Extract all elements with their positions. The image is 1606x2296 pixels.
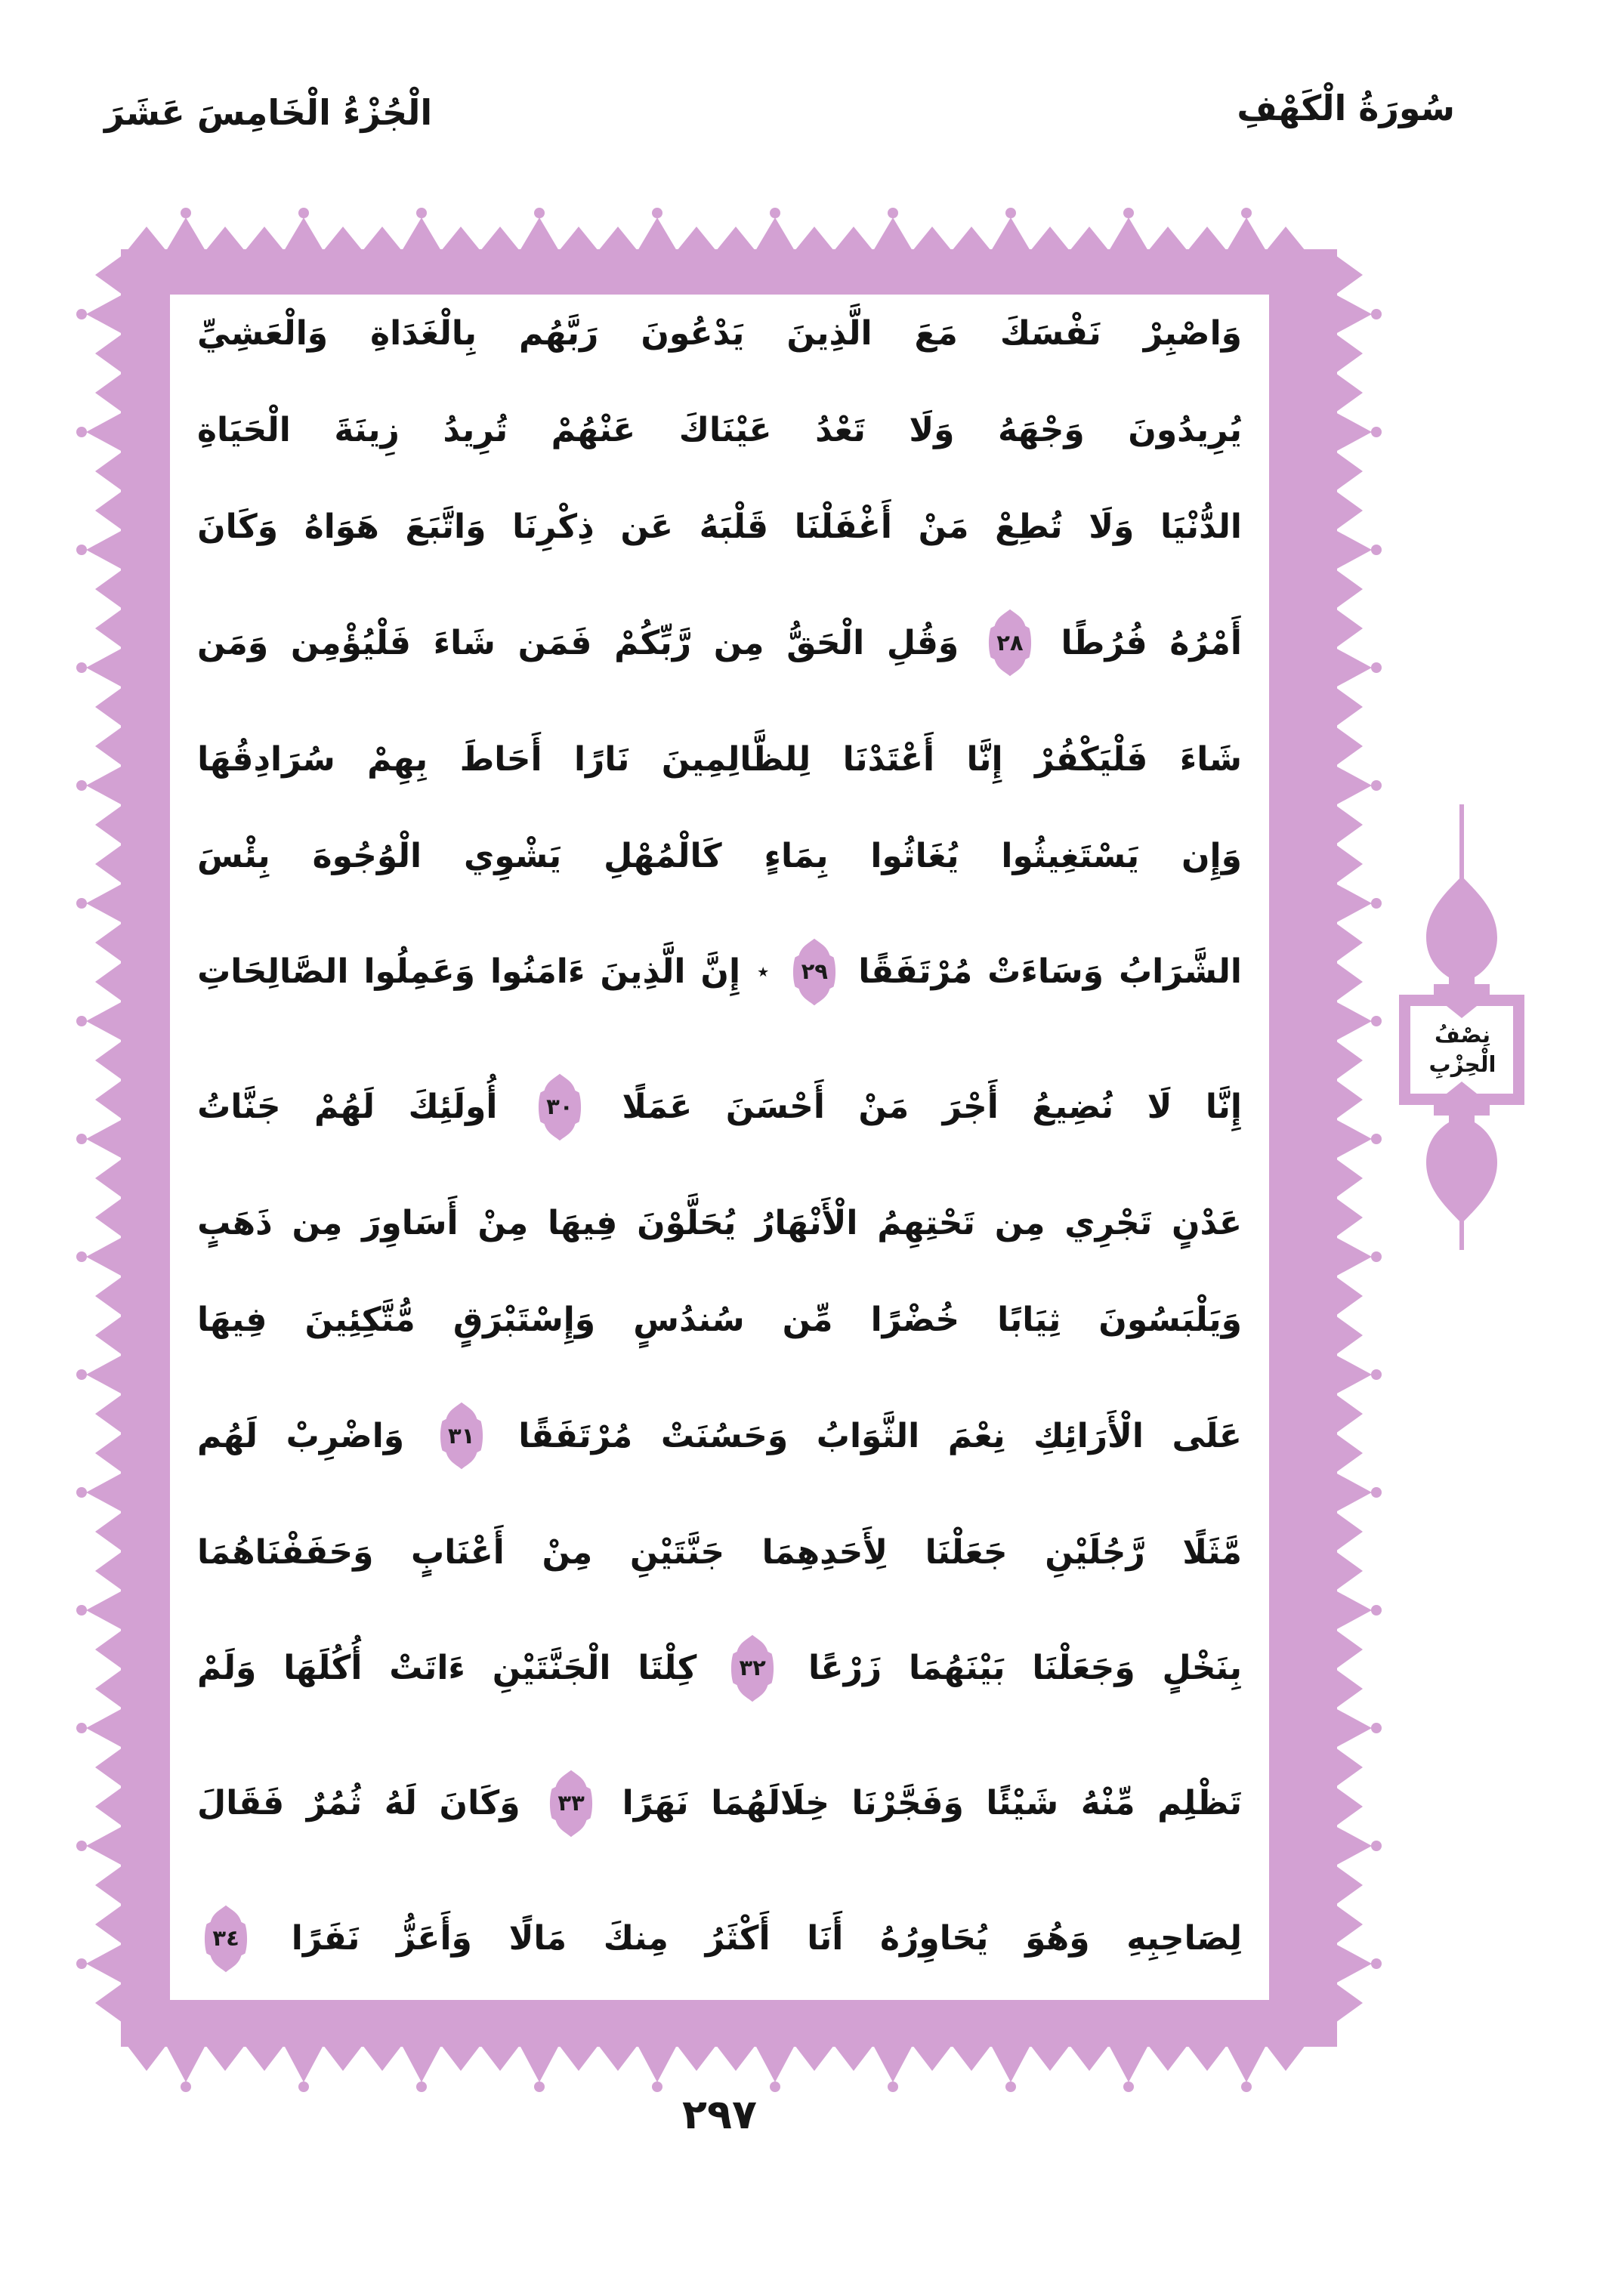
aya-number: ٢٨: [996, 629, 1024, 656]
aya-marker: [200, 1900, 252, 1977]
aya-number: ٣٢: [739, 1655, 766, 1681]
word: وَاضْرِبْ: [286, 1416, 405, 1455]
word: نَفْسَكَ: [999, 314, 1101, 353]
word: فَمَن: [517, 623, 592, 662]
word: فُرُطًا: [1061, 623, 1147, 662]
word: بِمَاءٍ: [764, 836, 829, 875]
word: زِينَةَ: [334, 411, 400, 450]
word: الْجَنَّتَيْنِ: [492, 1649, 611, 1688]
word: سُندُسٍ: [633, 1301, 745, 1340]
quran-line: [197, 1533, 1242, 1572]
word: وَقُلِ: [886, 623, 959, 662]
quran-line: [197, 314, 1242, 353]
word: يُرِيدُونَ: [1128, 411, 1242, 450]
word: يُغَاثُوا: [870, 836, 959, 875]
word: رَبَّهُم: [518, 314, 599, 353]
page-number: ٢٩٧: [682, 2091, 757, 2138]
word: أَغْفَلْنَا: [794, 508, 892, 547]
surah-header: سُورَةُ الْكَهْفِ: [1237, 88, 1455, 128]
juz-header: الْجُزْءُ الْخَامِسَ عَشَرَ: [104, 92, 433, 133]
word: وَجْهَهُ: [997, 411, 1085, 450]
quran-line: [197, 1630, 1242, 1707]
word: ثِيَابًا: [997, 1301, 1061, 1340]
word: نَهَرًا: [622, 1784, 689, 1823]
quran-text-area: [170, 295, 1269, 2000]
word: مِنكَ: [603, 1919, 669, 1958]
word: لِلظَّالِمِينَ: [661, 739, 811, 779]
quran-line: [197, 411, 1242, 449]
word: أُولَئِكَ: [408, 1088, 498, 1127]
word: فَقَالَ: [197, 1784, 285, 1823]
word: شَيْئًا: [986, 1784, 1059, 1823]
word: عَمَلًا: [622, 1088, 693, 1127]
word: لِصَاحِبِهِ: [1126, 1919, 1242, 1958]
word: وَلَا: [909, 411, 955, 450]
aya-number: ٣١: [448, 1422, 475, 1449]
word: مِنْ: [542, 1532, 593, 1572]
word: فَلْيُؤْمِن: [290, 623, 411, 662]
word: تَجْرِي: [1064, 1204, 1153, 1243]
word: بِنَخْلٍ: [1162, 1649, 1242, 1688]
word: عَنْهُمْ: [551, 411, 636, 450]
quran-line: [197, 508, 1242, 546]
word: مِن: [713, 623, 764, 662]
word: أَعْنَابٍ: [411, 1532, 505, 1572]
word: وَاصْبِرْ: [1143, 314, 1242, 353]
aya-marker: [789, 934, 840, 1011]
quran-line: [197, 604, 1242, 681]
word: مِنْ: [477, 1204, 529, 1243]
word: لَهُمْ: [314, 1088, 375, 1127]
word: وَسَاءَتْ: [987, 952, 1104, 992]
word: قَلْبَهُ: [699, 508, 769, 547]
word: جَعَلْنَا: [925, 1532, 1008, 1572]
quran-line: [197, 934, 1242, 1011]
word: أَنَا: [807, 1919, 844, 1958]
word: لَا: [1147, 1088, 1172, 1127]
word: ذَهَبٍ: [197, 1204, 273, 1243]
word: ءَامَنُوا: [490, 952, 585, 992]
word: يَشْوِي: [463, 836, 562, 875]
word: ذِكْرِنَا: [512, 508, 595, 547]
aya-number: ٣٣: [557, 1790, 585, 1816]
word: الْأَنْهَارُ: [755, 1204, 858, 1243]
word: وَمَن: [197, 623, 269, 662]
word: وَاتَّبَعَ: [405, 508, 486, 547]
word: لِأَحَدِهِمَا: [761, 1532, 888, 1572]
word: عَن: [620, 508, 674, 547]
word: وَفَجَّرْنَا: [851, 1784, 964, 1823]
word: شَاءَ: [433, 623, 496, 662]
aya-number: ٣٠: [546, 1094, 573, 1120]
word: خُضْرًا: [870, 1301, 960, 1340]
word: وَعَمِلُوا: [363, 952, 475, 992]
aya-marker: [727, 1630, 778, 1707]
word: الَّذِينَ: [600, 952, 686, 992]
word: وَحَفَفْنَاهُمَا: [197, 1532, 374, 1572]
word: لَهُم: [197, 1416, 258, 1455]
word: مَّثَلًا: [1182, 1532, 1242, 1572]
word: إِنَّ: [700, 952, 741, 992]
word: بِئْسَ: [197, 836, 270, 875]
word: وَكَانَ: [439, 1784, 520, 1823]
word: فَلْيَكْفُرْ: [1034, 739, 1148, 779]
word: إِنَّا: [966, 739, 1003, 779]
word: تُرِيدُ: [443, 411, 508, 450]
aya-marker: [545, 1765, 597, 1842]
word: وَحَسُنَتْ: [660, 1416, 789, 1455]
word: وَجَعَلْنَا: [1032, 1649, 1135, 1688]
word: وَأَعَزُّ: [397, 1919, 472, 1958]
word: عَلَى: [1172, 1416, 1242, 1455]
word: مِّنْهُ: [1080, 1784, 1135, 1823]
aya-number: ٣٤: [212, 1925, 239, 1952]
word: سُرَادِقُهَا: [197, 739, 335, 779]
quran-line: [197, 1069, 1242, 1146]
word: تَحْتِهِمُ: [877, 1204, 975, 1243]
word: الدُّنْيَا: [1160, 508, 1242, 547]
word: نُضِيعُ: [1032, 1088, 1114, 1127]
word: أُكُلَهَا: [283, 1649, 363, 1688]
hizb-marker-line1: نِصْفُ: [1435, 1021, 1491, 1048]
word: أَسَاوِرَ: [362, 1204, 459, 1243]
word: أَحَاطَ: [459, 739, 542, 779]
word: جَنَّاتُ: [197, 1088, 281, 1127]
word: ءَاتَتْ: [389, 1649, 465, 1688]
word: مَعَ: [914, 314, 958, 353]
quran-line: [197, 1765, 1242, 1842]
word: وَكَانَ: [197, 508, 279, 547]
aya-marker: [534, 1069, 585, 1146]
word: أَعْتَدْنَا: [842, 739, 935, 779]
quran-line: [197, 740, 1242, 779]
word: نَارًا: [573, 739, 630, 779]
word: يُحَاوِرُهُ: [880, 1919, 989, 1958]
word: عَيْنَاكَ: [678, 411, 772, 450]
word: لَهُ: [384, 1784, 417, 1823]
quran-line: [197, 837, 1242, 875]
word: مِن: [994, 1204, 1045, 1243]
word: وَالْعَشِيِّ: [197, 314, 329, 353]
word: وَيَلْبَسُونَ: [1098, 1301, 1242, 1340]
aya-marker: [436, 1397, 487, 1474]
word: الصَّالِحَاتِ: [197, 952, 349, 992]
word: مُرْتَفَقًا: [518, 1416, 633, 1455]
word: الْحَيَاةِ: [197, 411, 291, 450]
word: فِيهَا: [547, 1204, 618, 1243]
word: الشَّرَابُ: [1118, 952, 1242, 992]
aya-number: ٢٩: [801, 958, 828, 985]
word: مِّن: [782, 1301, 833, 1340]
word: مَنْ: [858, 1088, 910, 1127]
word: وَهُوَ: [1025, 1919, 1090, 1958]
word: وَإِسْتَبْرَقٍ: [452, 1301, 596, 1340]
word: وَلَا: [1089, 508, 1135, 547]
word: أَحْسَنَ: [725, 1088, 825, 1127]
word: زَرْعًا: [808, 1649, 882, 1688]
aya-marker: [984, 604, 1036, 681]
word: أَكْثَرُ: [705, 1919, 771, 1958]
word: بِالْغَدَاةِ: [370, 314, 477, 353]
word: وَلَمْ: [197, 1649, 257, 1688]
word: الْأَرَائِكِ: [1033, 1416, 1144, 1455]
word: عَدْنٍ: [1171, 1204, 1242, 1243]
word: ثُمُرٌ: [306, 1784, 363, 1823]
word: هَوَاهُ: [304, 508, 379, 547]
word: الْحَقُّ: [786, 623, 865, 662]
word: يَدْعُونَ: [641, 314, 745, 353]
word: الَّذِينَ: [786, 314, 872, 353]
word: بَيْنَهُمَا: [909, 1649, 1005, 1688]
word: فِيهَا: [197, 1301, 267, 1340]
word: مُرْتَفَقًا: [858, 952, 973, 992]
word: الثَّوَابُ: [816, 1416, 920, 1455]
word: نَفَرًا: [291, 1919, 360, 1958]
word: رَّجُلَيْنِ: [1045, 1532, 1145, 1572]
hizb-marker-label: [1410, 1004, 1515, 1095]
quran-line: [197, 1900, 1242, 1977]
word: مَالًا: [508, 1919, 567, 1958]
word: مِن: [292, 1204, 343, 1243]
word: أَمْرُهُ: [1169, 623, 1242, 662]
word: إِنَّا: [1205, 1088, 1242, 1127]
word: شَاءَ: [1179, 739, 1242, 779]
word: خِلَالَهُمَا: [711, 1784, 829, 1823]
hizb-marker-line2: الْحِزْبِ: [1428, 1051, 1496, 1077]
quran-line: [197, 1204, 1242, 1242]
word: يُحَلَّوْنَ: [637, 1204, 737, 1243]
word: تَعْدُ: [815, 411, 866, 450]
word: أَجْرَ: [942, 1088, 999, 1127]
word: كِلْتَا: [638, 1649, 697, 1688]
word: بِهِمْ: [367, 739, 428, 779]
word: جَنَّتَيْنِ: [629, 1532, 725, 1572]
quran-line: [197, 1301, 1242, 1339]
word: مُّتَّكِئِينَ: [304, 1301, 415, 1340]
word: كَالْمُهْلِ: [604, 836, 722, 875]
word: يَسْتَغِيثُوا: [1001, 836, 1140, 875]
word: تَظْلِم: [1157, 1784, 1242, 1823]
word: رَّبِّكُمْ: [614, 623, 692, 662]
word: وَإِن: [1181, 836, 1242, 875]
rub-el-hizb-star: ٭: [756, 958, 770, 986]
word: نِعْمَ: [947, 1416, 1005, 1455]
quran-line: [197, 1397, 1242, 1474]
word: مَنْ: [918, 508, 969, 547]
word: تُطِعْ: [995, 508, 1063, 547]
word: الْوُجُوهَ: [312, 836, 422, 875]
